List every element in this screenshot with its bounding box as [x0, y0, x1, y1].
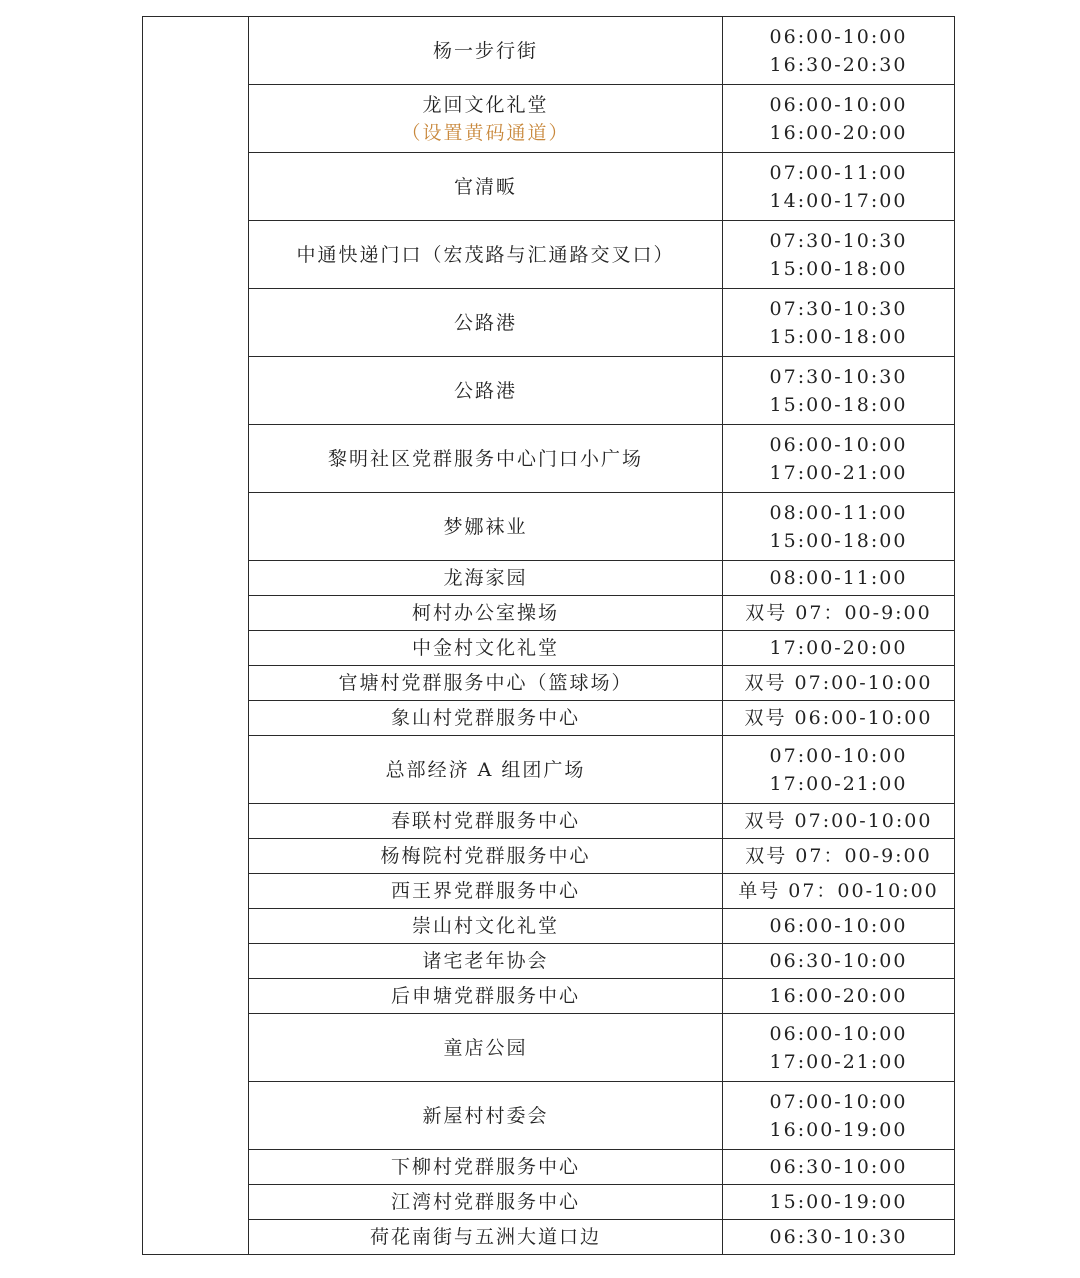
time-slot: 06:00-10:00 — [769, 1022, 908, 1045]
table-row — [143, 561, 955, 596]
time-slot: 06:00-10:00 — [769, 433, 908, 456]
site-name: 杨梅院村党群服务中心 — [380, 845, 591, 867]
time-cell — [723, 736, 955, 804]
time-slot: 08:00-11:00 — [769, 567, 908, 589]
table-row — [143, 631, 955, 666]
site-name: 中金村文化礼堂 — [411, 637, 559, 659]
time-slot: 07:30-10:30 — [769, 297, 908, 320]
site-cell — [249, 944, 723, 979]
time-slot: 17:00-21:00 — [769, 1050, 908, 1073]
time-slot: 双号 07：00-9:00 — [745, 602, 932, 624]
time-slot: 15:00-18:00 — [769, 529, 908, 552]
site-cell — [249, 85, 723, 153]
site-cell — [249, 1220, 723, 1255]
time-cell — [723, 839, 955, 874]
site-cell — [249, 596, 723, 631]
table-row — [143, 357, 955, 425]
time-slot: 06:30-10:30 — [769, 1226, 908, 1248]
testing-site-schedule-table — [142, 16, 955, 1255]
time-cell — [723, 701, 955, 736]
table-body — [143, 17, 955, 1255]
time-slot: 07:00-11:00 — [769, 161, 908, 184]
time-slot: 06:00-10:00 — [769, 25, 908, 48]
time-cell — [723, 1082, 955, 1150]
site-cell — [249, 839, 723, 874]
time-slot: 07:00-10:00 — [769, 744, 908, 767]
time-slot: 06:30-10:00 — [769, 950, 908, 972]
site-name: 官塘村党群服务中心（篮球场） — [338, 672, 633, 694]
site-name: 中通快递门口（宏茂路与汇通路交叉口） — [296, 243, 675, 266]
time-cell — [723, 874, 955, 909]
time-slot: 06:00-10:00 — [769, 915, 908, 937]
time-cell — [723, 289, 955, 357]
table-row — [143, 701, 955, 736]
time-slot: 07:00-10:00 — [769, 1090, 908, 1113]
table-row — [143, 1082, 955, 1150]
site-cell — [249, 561, 723, 596]
time-slot: 06:30-10:00 — [769, 1156, 908, 1178]
time-cell — [723, 357, 955, 425]
time-slot: 16:30-20:30 — [769, 53, 908, 76]
time-cell — [723, 1185, 955, 1220]
site-cell — [249, 289, 723, 357]
time-cell — [723, 596, 955, 631]
site-name: 荷花南街与五洲大道口边 — [369, 1226, 601, 1248]
site-cell — [249, 425, 723, 493]
site-name: 龙回文化礼堂 — [422, 93, 549, 116]
site-name: 诸宅老年协会 — [422, 950, 549, 972]
time-slot: 15:00-18:00 — [769, 257, 908, 280]
site-name: 梦娜袜业 — [443, 515, 528, 538]
time-cell — [723, 666, 955, 701]
time-cell — [723, 425, 955, 493]
table-row — [143, 1185, 955, 1220]
time-cell — [723, 493, 955, 561]
site-name: 后申塘党群服务中心 — [390, 985, 580, 1007]
time-slot: 15:00-18:00 — [769, 325, 908, 348]
site-cell — [249, 153, 723, 221]
time-slot: 双号 07:00-10:00 — [744, 810, 933, 832]
time-slot: 17:00-20:00 — [769, 637, 908, 659]
site-cell — [249, 631, 723, 666]
yellow-code-channel-note: （设置黄码通道） — [401, 121, 570, 144]
site-name: 新屋村村委会 — [422, 1104, 549, 1127]
table-row — [143, 153, 955, 221]
site-cell — [249, 1082, 723, 1150]
site-cell — [249, 221, 723, 289]
time-slot: 08:00-11:00 — [769, 501, 908, 524]
time-slot: 15:00-19:00 — [769, 1191, 908, 1213]
site-cell — [249, 804, 723, 839]
site-cell — [249, 493, 723, 561]
time-slot: 双号 07:00-10:00 — [744, 672, 933, 694]
site-name: 官清畈 — [453, 175, 517, 198]
site-name: 崇山村文化礼堂 — [411, 915, 559, 937]
site-name: 西王界党群服务中心 — [390, 880, 580, 902]
site-name: 江湾村党群服务中心 — [390, 1191, 580, 1213]
time-cell — [723, 804, 955, 839]
time-slot: 双号 06:00-10:00 — [744, 707, 933, 729]
time-slot: 16:00-19:00 — [769, 1118, 908, 1141]
time-slot: 17:00-21:00 — [769, 772, 908, 795]
site-name: 象山村党群服务中心 — [390, 707, 580, 729]
site-name: 龙海家园 — [443, 567, 528, 589]
site-cell — [249, 17, 723, 85]
table-row — [143, 1014, 955, 1082]
time-cell — [723, 979, 955, 1014]
site-cell — [249, 1185, 723, 1220]
time-slot: 07:30-10:30 — [769, 229, 908, 252]
site-name: 总部经济 A 组团广场 — [385, 758, 586, 781]
site-name: 柯村办公室操场 — [411, 602, 559, 624]
table-row — [143, 289, 955, 357]
time-cell — [723, 909, 955, 944]
site-name: 春联村党群服务中心 — [390, 810, 580, 832]
table-row — [143, 596, 955, 631]
time-cell — [723, 944, 955, 979]
table-row — [143, 979, 955, 1014]
time-cell — [723, 153, 955, 221]
site-name: 黎明社区党群服务中心门口小广场 — [327, 447, 643, 470]
table-row — [143, 874, 955, 909]
table-row — [143, 839, 955, 874]
table-row — [143, 944, 955, 979]
site-name: 公路港 — [453, 379, 517, 402]
table-row — [143, 85, 955, 153]
time-slot: 16:00-20:00 — [769, 985, 908, 1007]
site-name: 童店公园 — [443, 1036, 528, 1059]
time-slot: 单号 07：00-10:00 — [738, 880, 939, 902]
table-row — [143, 425, 955, 493]
time-cell — [723, 1220, 955, 1255]
time-slot: 双号 07：00-9:00 — [745, 845, 932, 867]
time-cell — [723, 85, 955, 153]
site-cell — [249, 701, 723, 736]
time-cell — [723, 17, 955, 85]
time-slot: 06:00-10:00 — [769, 93, 908, 116]
table-row — [143, 221, 955, 289]
table-row — [143, 493, 955, 561]
time-cell — [723, 631, 955, 666]
site-name: 杨一步行街 — [432, 39, 538, 62]
table-row — [143, 909, 955, 944]
time-slot: 14:00-17:00 — [769, 189, 908, 212]
site-cell — [249, 666, 723, 701]
time-slot: 07:30-10:30 — [769, 365, 908, 388]
time-slot: 15:00-18:00 — [769, 393, 908, 416]
time-cell — [723, 1150, 955, 1185]
table-row — [143, 17, 955, 85]
time-cell — [723, 221, 955, 289]
table-row — [143, 1150, 955, 1185]
site-cell — [249, 736, 723, 804]
site-name: 下柳村党群服务中心 — [390, 1156, 580, 1178]
site-cell — [249, 1150, 723, 1185]
table-row — [143, 666, 955, 701]
table-row — [143, 1220, 955, 1255]
merged-blank-cell — [143, 17, 249, 1255]
site-cell — [249, 874, 723, 909]
site-cell — [249, 357, 723, 425]
table-row — [143, 804, 955, 839]
time-cell — [723, 561, 955, 596]
time-slot: 17:00-21:00 — [769, 461, 908, 484]
time-cell — [723, 1014, 955, 1082]
site-cell — [249, 1014, 723, 1082]
table-row — [143, 736, 955, 804]
site-name: 公路港 — [453, 311, 517, 334]
site-cell — [249, 979, 723, 1014]
time-slot: 16:00-20:00 — [769, 121, 908, 144]
site-cell — [249, 909, 723, 944]
